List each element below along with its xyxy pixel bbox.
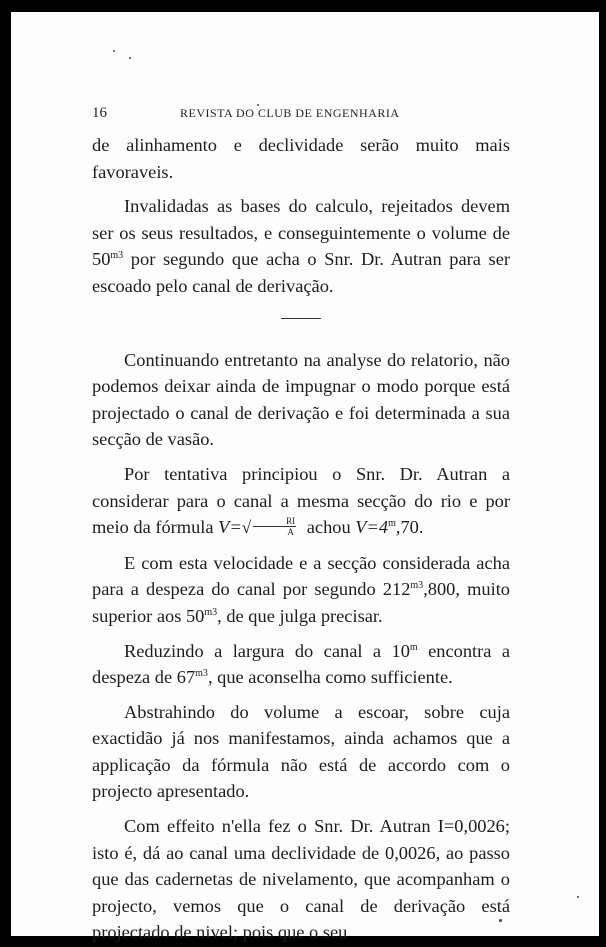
paragraph-3: Continuando entretanto na analyse do relatorio, não podemos deixar ainda de impugnar o modo porque está projectado o canal de derivação e foi determinada a sua secção de vasão.	[92, 349, 510, 450]
paragraph-2-text-end: por segundo que acha o Snr. Dr. Autran para ser escoado pelo canal de derivação.	[92, 249, 510, 296]
article-body	[92, 132, 510, 946]
paragraph-5	[92, 550, 510, 630]
formula-result: V=4	[355, 517, 389, 538]
fraction-numerator: RI	[253, 516, 296, 527]
page-number: 16	[92, 105, 107, 121]
paragraph-6-text: Reduzindo a largura do canal a 10	[124, 640, 410, 661]
paragraph-2-text: Invalidadas as bases do calculo, rejeitados devem ser os seus resultados, e conseguintemente o volume de 50	[92, 196, 510, 270]
scan-speck	[129, 57, 131, 59]
scan-speck	[113, 50, 115, 52]
paragraph-4-mid: achou	[302, 517, 356, 538]
paragraph-6-mid: encontra a despeza de 67	[92, 640, 510, 688]
unit-superscript: m3	[204, 606, 218, 618]
fraction-denominator: A	[287, 527, 294, 538]
paragraph-5-end: , de que julga precisar.	[217, 605, 383, 626]
unit-superscript: m3	[110, 250, 124, 262]
paragraph-5-text: E com esta velocidade e a secção considerada acha para a despeza do canal por segundo 212	[92, 552, 510, 600]
sqrt-symbol: √	[241, 518, 252, 538]
scan-speck	[577, 896, 579, 898]
paragraph-4-end: ,70.	[395, 517, 424, 538]
formula-fraction	[253, 516, 296, 537]
paragraph-1: de alinhamento e declividade serão muito mais favoraveis.	[92, 135, 510, 182]
unit-superscript: m	[409, 641, 418, 653]
unit-superscript: m	[388, 518, 396, 529]
paragraph-7: Abstrahindo do volume a escoar, sobre cuja exactidão já nos manifestamos, ainda achamos que a applicação da fórmula não está de accordo com o projecto apresentado.	[92, 701, 510, 802]
paragraph-2	[92, 193, 510, 299]
running-title: REVISTA DO CLUB DE ENGENHARIA	[180, 106, 400, 120]
unit-superscript: m3	[410, 580, 424, 592]
unit-superscript: m3	[195, 667, 208, 679]
paragraph-4-text: Por tentativa principiou o Snr. Dr. Autran a considerar para o canal a mesma secção do rio e por meio da fórmula	[92, 463, 510, 538]
formula-lhs: V=	[218, 517, 242, 538]
paragraph-8: Com effeito n'ella fez o Snr. Dr. Autran I=0,0026; isto é, dá ao canal uma declividade de 0,0026, ao passo que das cadernetas de nivelamento, que acompanham o projecto, vemos que o canal de derivação está projectado de nivel; pois que o seu	[92, 816, 510, 943]
section-divider	[281, 318, 321, 319]
paragraph-6-end: , que aconselha como sufficiente.	[207, 667, 453, 688]
paragraph-6	[92, 638, 510, 691]
paragraph-5-mid: ,800, muito superior aos 50	[92, 579, 510, 626]
paragraph-4	[92, 461, 510, 542]
